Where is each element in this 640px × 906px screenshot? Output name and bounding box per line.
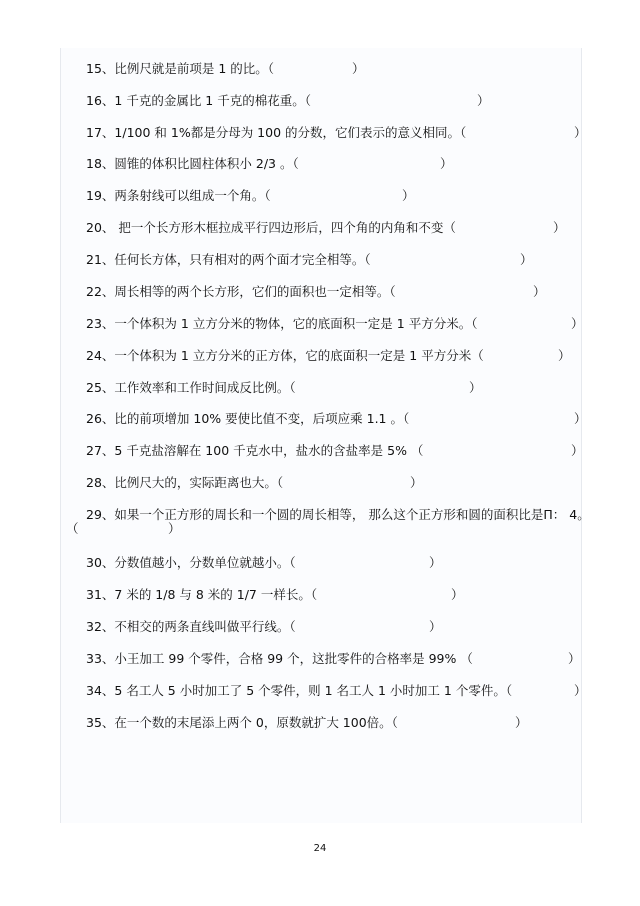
answer-blank-21: ） xyxy=(520,252,533,267)
answer-blank-24: ） xyxy=(558,348,571,363)
question-17: 17、1/100 和 1%都是分母为 100 的分数，它们表示的意义相同。（ xyxy=(86,125,467,140)
answer-blank-25: ） xyxy=(469,380,482,395)
answer-blank-22: ） xyxy=(533,284,546,299)
answer-blank-18: ） xyxy=(440,156,453,171)
answer-blank-35: ） xyxy=(515,715,528,730)
page-number: 24 xyxy=(313,843,327,854)
question-19: 19、两条射线可以组成一个角。（ xyxy=(86,188,271,203)
question-35: 35、在一个数的末尾添上两个 0，原数就扩大 100倍。（ xyxy=(86,715,398,730)
question-18: 18、圆锥的体积比圆柱体积小 2/3 。（ xyxy=(86,156,299,171)
answer-blank-20: ） xyxy=(553,220,566,235)
question-20: 20、 把一个长方形木框拉成平行四边形后，四个角的内角和不变（ xyxy=(86,220,456,235)
question-22: 22、周长相等的两个长方形，它们的面积也一定相等。（ xyxy=(86,284,396,299)
answer-blank-34: ） xyxy=(574,683,587,698)
answer-blank-30: ） xyxy=(429,555,442,570)
answer-blank-29: ） xyxy=(168,521,181,536)
answer-blank-15: ） xyxy=(352,61,365,76)
answer-blank-32: ） xyxy=(429,619,442,634)
question-33: 33、小王加工 99 个零件，合格 99 个，这批零件的合格率是 99% （ xyxy=(86,651,473,666)
question-30: 30、分数值越小，分数单位就越小。（ xyxy=(86,555,296,570)
answer-blank-26: ） xyxy=(574,411,587,426)
answer-blank-16: ） xyxy=(477,93,490,108)
question-21: 21、任何长方体，只有相对的两个面才完全相等。（ xyxy=(86,252,371,267)
question-27: 27、5 千克盐溶解在 100 千克水中，盐水的含盐率是 5% （ xyxy=(86,443,424,458)
answer-blank-27: ） xyxy=(571,443,584,458)
question-34: 34、5 名工人 5 小时加工了 5 个零件，则 1 名工人 1 小时加工 1 个零件。（ xyxy=(86,683,513,698)
answer-blank-19: ） xyxy=(402,188,415,203)
question-24: 24、一个体积为 1 立方分米的正方体，它的底面积一定是 1 平方分米（ xyxy=(86,348,484,363)
question-26: 26、比的前项增加 10% 要使比值不变，后项应乘 1.1 。（ xyxy=(86,411,410,426)
answer-blank-33: ） xyxy=(568,651,581,666)
answer-blank-23: ） xyxy=(571,316,584,331)
question-28: 28、比例尺大的，实际距离也大。（ xyxy=(86,475,284,490)
question-32: 32、不相交的两条直线叫做平行线。（ xyxy=(86,619,296,634)
answer-blank-28: ） xyxy=(410,475,423,490)
question-16: 16、1 千克的金属比 1 千克的棉花重。（ xyxy=(86,93,311,108)
question-15: 15、比例尺就是前项是 1 的比。（ xyxy=(86,61,275,76)
answer-blank-17: ） xyxy=(574,125,587,140)
answer-blank-31: ） xyxy=(451,587,464,602)
question-23: 23、一个体积为 1 立方分米的物体，它的底面积一定是 1 平方分米。（ xyxy=(86,316,478,331)
question-29: 29、如果一个正方形的周长和一个圆的周长相等， 那么这个正方形和圆的面积比是Π： 4。 xyxy=(86,507,590,522)
question-31: 31、7 米的 1/8 与 8 米的 1/7 一样长。（ xyxy=(86,587,318,602)
question-25: 25、工作效率和工作时间成反比例。（ xyxy=(86,380,296,395)
answer-open-29: （ xyxy=(66,521,79,536)
